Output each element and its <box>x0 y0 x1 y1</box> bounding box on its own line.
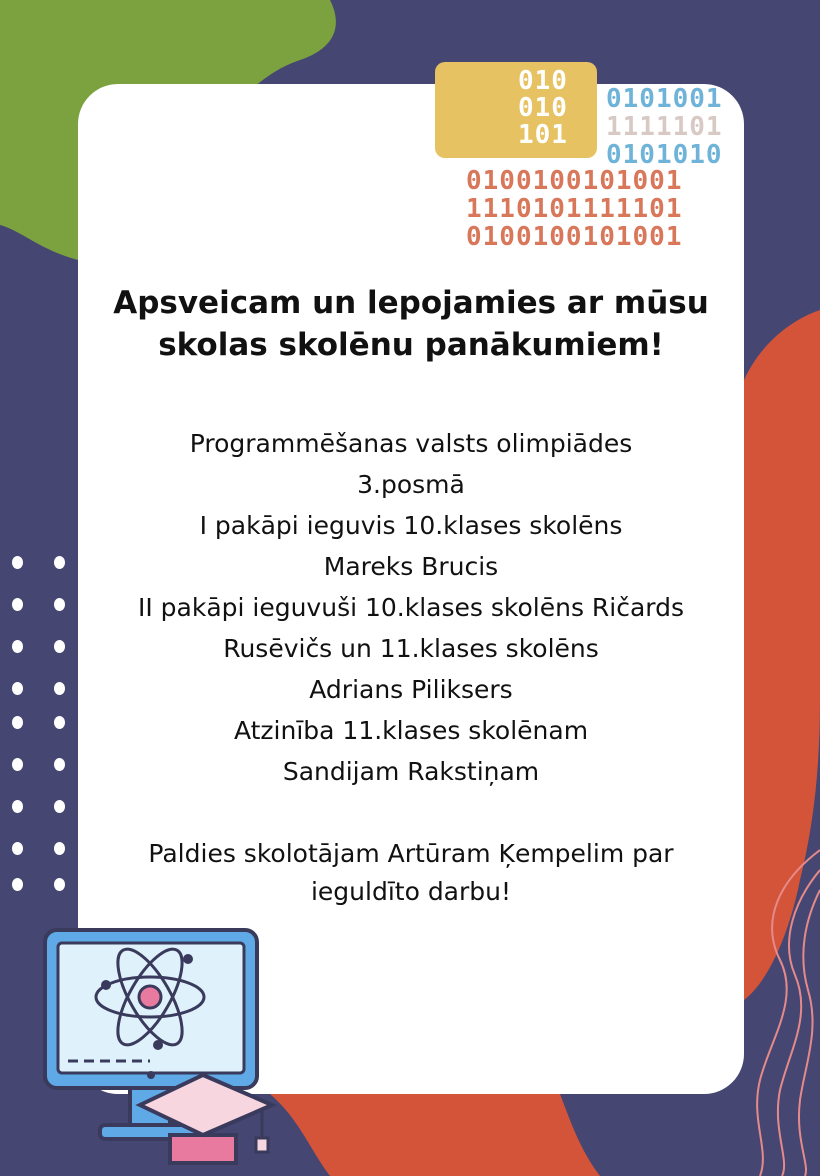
binary-code-decoration <box>606 86 723 168</box>
binary-row: 0101010 <box>606 140 723 170</box>
binary-row: 1111101 <box>606 112 723 142</box>
body-line: Mareks Brucis <box>323 552 499 581</box>
chip-decoration <box>435 62 597 158</box>
chip-binary-row: 010 <box>518 66 568 96</box>
binary-row: 1110101111101 <box>466 194 683 224</box>
poster-title <box>78 282 744 366</box>
body-line: Programmēšanas valsts olimpiādes <box>189 429 633 458</box>
body-line: Adrians Piliksers <box>309 675 513 704</box>
binary-row: 0100100101001 <box>466 166 683 196</box>
binary-row: 0100100101001 <box>466 222 683 252</box>
title-line: skolas skolēnu panākumiem! <box>158 327 664 363</box>
body-line: 3.posmā <box>357 470 465 499</box>
orange-blob-bottom <box>270 1094 600 1176</box>
chip-binary-row: 010 <box>518 93 568 123</box>
binary-code-decoration-lower <box>466 168 683 250</box>
thanks-line: ieguldīto darbu! <box>310 877 512 906</box>
binary-row: 0101001 <box>606 84 723 114</box>
body-line: Rusēvičs un 11.klases skolēns <box>223 634 599 663</box>
thanks-line: Paldies skolotājam Artūram Ķempelim par <box>148 839 674 868</box>
chip-binary-row: 101 <box>518 120 568 150</box>
computer-atom-icon <box>40 925 290 1165</box>
body-line: Sandijam Rakstiņam <box>282 757 540 786</box>
chip-binary <box>518 68 568 149</box>
title-line: Apsveicam un lepojamies ar mūsu <box>113 285 709 321</box>
body-line: I pakāpi ieguvis 10.klases skolēns <box>199 511 623 540</box>
achievements-text <box>78 423 744 792</box>
orange-blob-right <box>744 310 820 1000</box>
body-line: II pakāpi ieguvuši 10.klases skolēns Ričards <box>137 593 685 622</box>
body-line: Atzinība 11.klases skolēnam <box>233 716 589 745</box>
thanks-text <box>78 835 744 911</box>
